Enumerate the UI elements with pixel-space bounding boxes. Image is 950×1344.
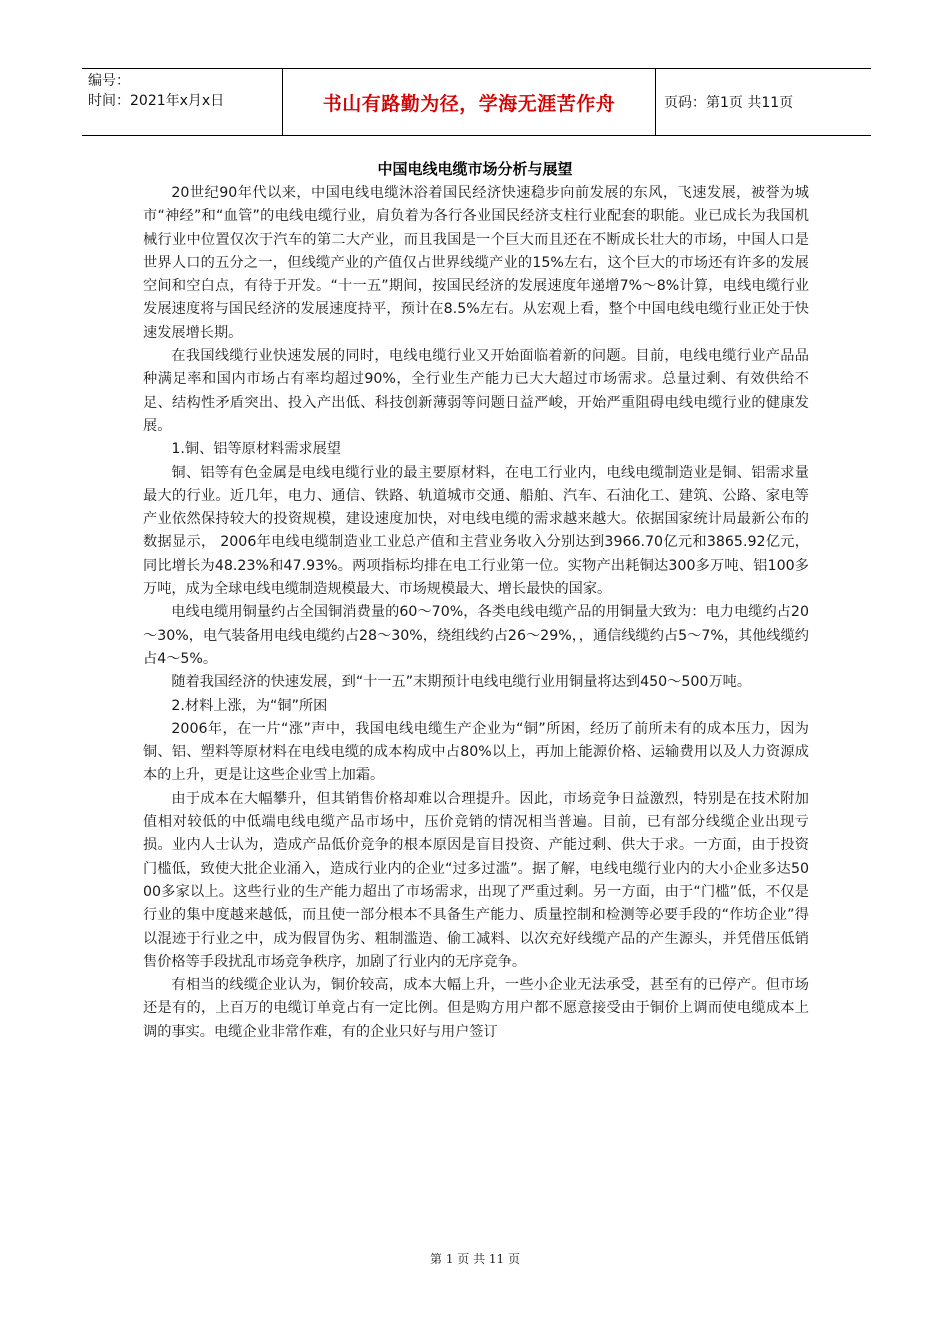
page-footer: 第 1 页 共 11 页 — [430, 1252, 520, 1266]
document-body — [143, 182, 809, 1044]
document-number-label: 编号： — [88, 73, 130, 89]
document-header — [82, 68, 871, 136]
document-date-label: 时间：2021年x月x日 — [88, 93, 225, 109]
section-heading: 2.材料上涨，为“铜”所困 — [171, 697, 328, 714]
paragraph: 20世纪90年代以来，中国电线电缆沐浴着国民经济快速稳步向前发展的东风，飞速发展，被誉为城市“神经”和“血管”的电线电缆行业，肩负着为各行各业国民经济支柱行业配套的职能。业已成长为我国机械行业中位置仅次于汽车的第二大产业，而且我国是一个巨大而且还在不断成长壮大的市场，中国人口是世界人口的五分之一，但线缆产业的产值仅占世界线缆产业的15%左右，这个巨大的市场还有许多的发展空间和空白点，有待于开发。“十一五”期间，按国民经济的发展速度年递增7%～8%计算，电线电缆行业发展速度将与国民经济的发展速度持平，预计在8.5%左右。从宏观上看，整个中国电线电缆行业正处于快速发展增长期。 — [143, 185, 809, 341]
paragraph: 随着我国经济的快速发展，到“十一五”末期预计电线电缆行业用铜量将达到450～500万吨。 — [171, 674, 752, 691]
paragraph: 有相当的线缆企业认为，铜价较高，成本大幅上升，一些小企业无法承受，甚至有的已停产。但市场还是有的，上百万的电缆订单竟占有一定比例。但是购方用户都不愿意接受由于铜价上调而使电缆成本上调的事实。电缆企业非常作难，有的企业只好与用户签订 — [143, 977, 809, 1040]
header-meta — [82, 69, 282, 135]
paragraph: 2006年，在一片“涨”声中，我国电线电缆生产企业为“铜”所困，经历了前所未有的成本压力，因为铜、铝、塑料等原材料在电线电缆的成本构成中占80%以上，再加上能源价格、运输费用以及人力资源成本的上升，更是让这些企业雪上加霜。 — [143, 720, 809, 784]
header-motto: 书山有路勤为径，学海无涯苦作舟 — [282, 69, 656, 135]
paragraph: 在我国线缆行业快速发展的同时，电线电缆行业又开始面临着新的问题。目前，电线电缆行业产品品种满足率和国内市场占有率均超过90%，全行业生产能力已大大超过市场需求。总量过剩、有效供给不足、结构性矛盾突出、投入产出低、科技创新薄弱等问题日益严峻，开始严重阻碍电线电缆行业的健康发展。 — [143, 348, 809, 434]
paragraph: 电线电缆用铜量约占全国铜消费量的60～70%，各类电线电缆产品的用铜量大致为：电力电缆约占20～30%，电气装备用电线电缆约占28～30%，绕组线约占26～29%，，通信线缆约占5～7%，其他线缆约占4～5%。 — [143, 604, 809, 667]
paragraph: 由于成本在大幅攀升，但其销售价格却难以合理提升。因此，市场竞争日益激烈，特别是在技术附加值相对较低的中低端电线电缆产品市场中，压价竞销的情况相当普遍。目前，已有部分线缆企业出现亏损。业内人士认为，造成产品低价竞争的根本原因是盲目投资、产能过剩、供大于求。一方面，由于投资门槛低，致使大批企业涌入，造成行业内的企业“过多过滥”。据了解，电线电缆行业内的大小企业多达5000多家以上。这些行业的生产能力超出了市场需求，出现了严重过剩。另一方面，由于“门槛”低，不仅是行业的集中度越来越低，而且使一部分根本不具备生产能力、质量控制和检测等必要手段的“作坊企业”得以混迹于行业之中，成为假冒伪劣、粗制滥造、偷工减料、以次充好线缆产品的产生源头，并凭借压低销售价格等手段扰乱市场竞争秩序，加剧了行业内的无序竞争。 — [143, 790, 809, 970]
header-page-info: 页码：第1页 共11页 — [664, 95, 794, 111]
paragraph: 铜、铝等有色金属是电线电缆行业的最主要原材料，在电工行业内，电线电缆制造业是铜、铝需求量最大的行业。近几年，电力、通信、铁路、轨道城市交通、船舶、汽车、石油化工、建筑、公路、家电等产业依然保持较大的投资规模，建设速度加快，对电线电缆的需求越来越大。依据国家统计局最新公布的数据显示， 2006年电线电缆制造业工业总产值和主营业务收入分别达到3966.70亿元和3865.92亿元，同比增长为48.23%和47.93%。两项指标均排在电工行业第一位。实物产出耗铜达300多万吨、铝100多万吨，成为全球电线电缆制造规模最大、市场规模最大、增长最快的国家。 — [143, 464, 809, 598]
section-heading: 1.铜、铝等原材料需求展望 — [171, 441, 341, 458]
document-title: 中国电线电缆市场分析与展望 — [377, 160, 573, 178]
